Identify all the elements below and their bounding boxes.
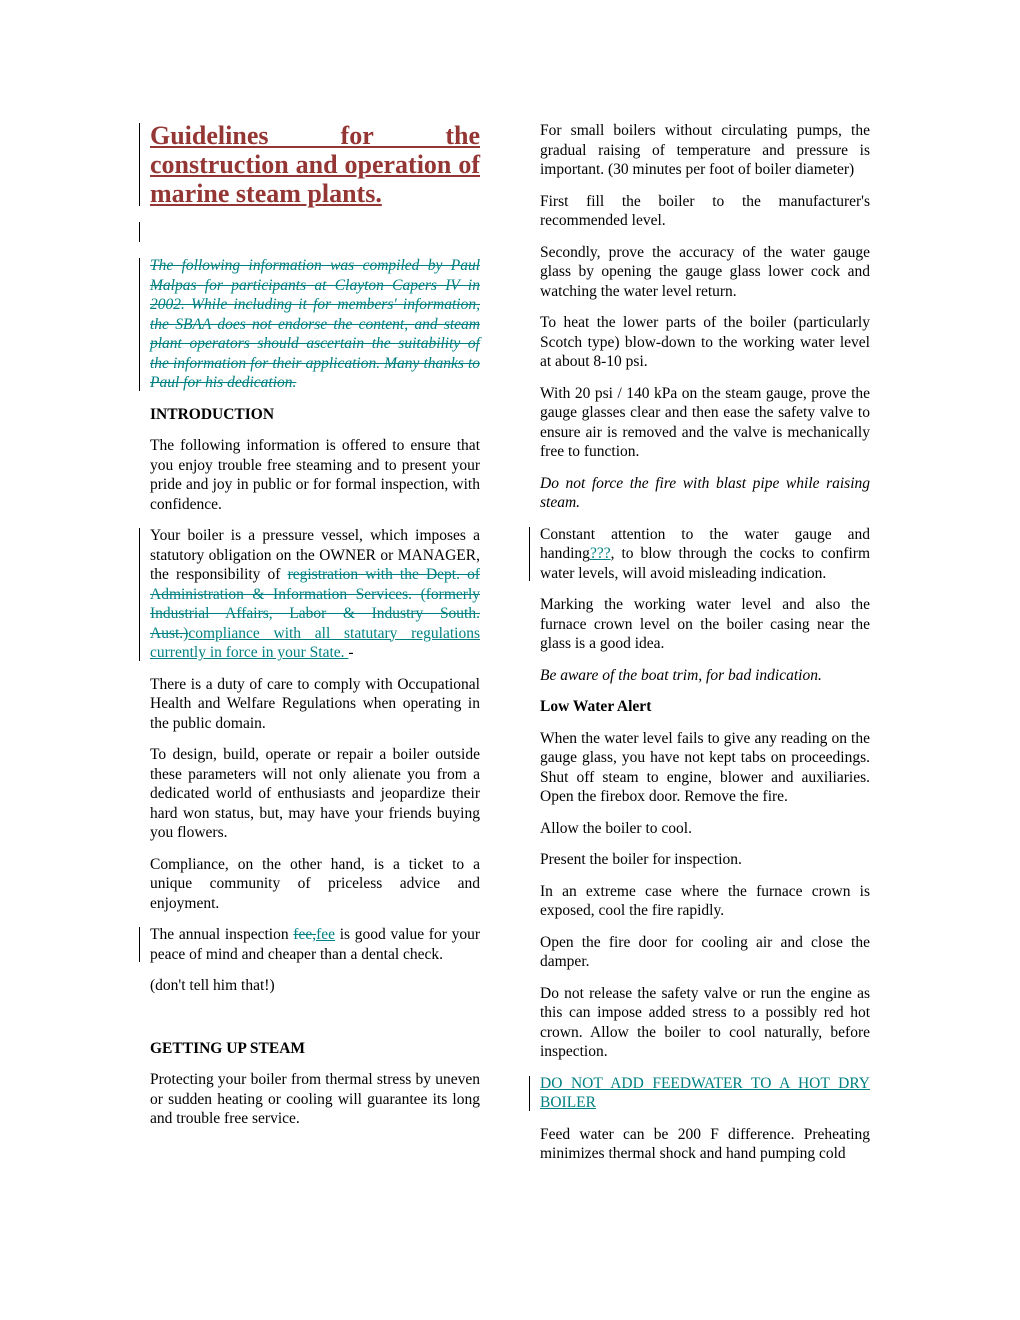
text-run: - — [348, 644, 354, 661]
water-level-fails-paragraph — [540, 729, 870, 807]
compliance-paragraph — [150, 855, 480, 914]
first-fill-paragraph — [540, 192, 870, 231]
text-run: Allow the boiler to cool. — [540, 819, 692, 837]
blow-down-paragraph — [540, 313, 870, 372]
text-run: Marking the working water level and also the furnace crown level on the boiler casing near the glass is a good idea. — [540, 596, 870, 652]
introduction-heading — [150, 405, 480, 425]
text-run: is good value for your peace of mind and cheaper than a dental check. — [150, 926, 481, 963]
thermal-stress-paragraph — [150, 1070, 480, 1129]
text-run: For small boilers without circulating pumps, the gradual raising of temperature and pressure is important. (30 minutes per foot of boiler diameter) — [540, 122, 870, 178]
text-run: Constant attention to the water gauge and handing — [540, 525, 870, 562]
text-run: , to blow through the cocks to confirm water levels, will avoid misleading indication. — [540, 545, 870, 582]
two-column-layout — [150, 121, 870, 1176]
present-inspection-paragraph — [540, 850, 870, 870]
text-run: With 20 psi / 140 kPa on the steam gauge, prove the gauge glasses clear and then ease the safety valve to ensure air is removed and the valve is mechanically free to function. — [540, 384, 870, 460]
text-run: First fill the boiler to the manufacturer's recommended level. — [540, 192, 870, 229]
allow-cool-paragraph — [540, 819, 870, 839]
text-run: Your boiler is a pressure vessel, which imposes a statutory obligation on the OWNER or MANAGER, the responsibility of — [150, 527, 480, 583]
left-column — [150, 121, 480, 1176]
boiler-obligation-paragraph — [150, 526, 480, 663]
inserted-text: ??? — [589, 545, 611, 562]
text-run: Be aware of the boat trim, for bad indication. — [540, 666, 822, 684]
empty-line — [150, 220, 480, 244]
text-run: Feed water can be 200 F difference. Preheating minimizes thermal shock and hand pumping cold — [540, 1125, 870, 1162]
text-run: (don't tell him that!) — [150, 977, 275, 994]
constant-attention-paragraph — [540, 525, 870, 584]
text-run: Secondly, prove the accuracy of the water gauge glass by opening the gauge glass lower cock and watching the water level return. — [540, 243, 870, 300]
text-run: To heat the lower parts of the boiler (particularly Scotch type) blow-down to the working water level at about 8-10 psi. — [540, 314, 870, 370]
text-run: GETTING UP STEAM — [150, 1039, 306, 1057]
small-boilers-paragraph — [540, 121, 870, 180]
text-run: The following information is offered to ensure that you enjoy trouble free steaming and to present your pride and joy in public or for formal inspection, with confidence. — [150, 437, 480, 513]
feed-water-paragraph — [540, 1125, 870, 1164]
text-run: Compliance, on the other hand, is a ticket to a unique community of priceless advice and enjoyment. — [150, 855, 480, 912]
text-run: In an extreme case where the furnace crown is exposed, cool the fire rapidly. — [540, 882, 870, 919]
text-run: Low Water Alert — [540, 698, 652, 715]
intro-paragraph — [150, 436, 480, 514]
extreme-case-paragraph — [540, 882, 870, 921]
boat-trim-warning — [540, 666, 870, 686]
getting-up-steam-heading — [150, 1039, 480, 1059]
text-run: There is a duty of care to comply with Occupational Health and Welfare Regulations when operating in the public domain. — [150, 675, 480, 732]
do-not-release-paragraph — [540, 984, 870, 1062]
document-title: Guidelines for the construction and operation of marine steam plants. — [150, 121, 480, 208]
fire-door-paragraph — [540, 933, 870, 972]
duty-of-care-paragraph — [150, 675, 480, 734]
text-run: Do not force the fire with blast pipe while raising steam. — [540, 474, 870, 511]
joke-paragraph — [150, 976, 480, 996]
feedwater-warning — [540, 1074, 870, 1113]
deleted-text: registration with the Dept. of Administration & Information Services. (formerly Industrial Affairs, Labor & Industry South. Aust.) — [150, 566, 480, 642]
deleted-text: The following information was compiled by Paul Malpas for participants at Clayton Capers IV in 2002. While including it for members' information, the SBAA does not endorse the content, and steam plant operators should ascertain the suitability of the information for their application. Many thanks to Paul for his dedication. — [150, 257, 480, 391]
design-build-paragraph — [150, 745, 480, 843]
safety-valve-paragraph — [540, 384, 870, 462]
marking-level-paragraph — [540, 595, 870, 654]
text-run: Protecting your boiler from thermal stress by uneven or sudden heating or cooling will guarantee its long and trouble free service. — [150, 1071, 480, 1127]
inserted-text: compliance with all statutary regulations currently in force in your State. — [150, 624, 480, 661]
text-run: The annual inspection — [150, 926, 294, 943]
text-run: Do not release the safety valve or run the engine as this can impose added stress to a possibly red hot crown. Allow the boiler to cool naturally, before inspection. — [540, 984, 870, 1060]
text-run: Open the fire door for cooling air and close the damper. — [540, 933, 870, 970]
text-run: INTRODUCTION — [150, 405, 275, 423]
text-run: To design, build, operate or repair a boiler outside these parameters will not only alienate you from a dedicated world of enthusiasts and jeopardize their hard won status, but, may have your friends buying you flowers. — [150, 746, 480, 841]
deleted-attribution — [150, 256, 480, 393]
text-run: Present the boiler for inspection. — [540, 851, 742, 868]
blast-pipe-warning — [540, 474, 870, 513]
deleted-text: fee, — [293, 926, 317, 943]
inserted-text: DO NOT ADD FEEDWATER TO A HOT DRY BOILER — [540, 1074, 870, 1111]
inserted-text: fee — [316, 926, 336, 943]
right-column — [540, 121, 870, 1176]
gauge-accuracy-paragraph — [540, 243, 870, 302]
low-water-alert-heading — [540, 697, 870, 717]
text-run: When the water level fails to give any reading on the gauge glass, you have not kept tabs on proceedings. Shut off steam to engine, blower and auxiliaries. Open the firebox door. Remove the fire. — [540, 729, 870, 805]
annual-inspection-paragraph — [150, 925, 480, 964]
